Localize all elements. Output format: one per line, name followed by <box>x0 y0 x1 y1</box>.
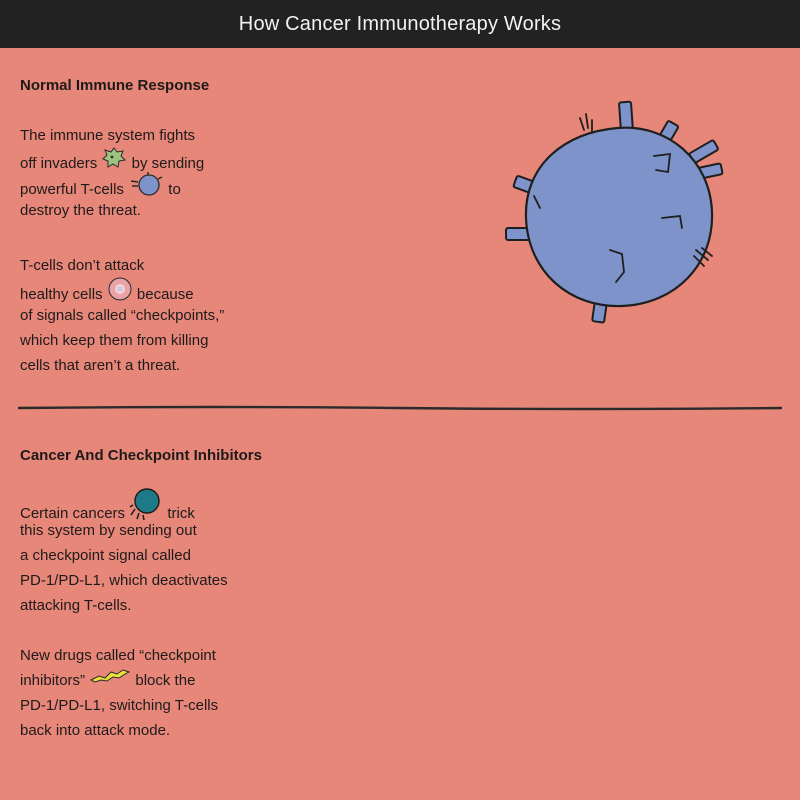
text-fragment: powerful T-cells <box>20 180 124 198</box>
checkpoint-inhibitor-icon <box>89 666 131 692</box>
t-cell-icon <box>128 171 164 205</box>
paragraph-checkpoints <box>20 253 320 378</box>
t-cell-illustration <box>498 100 738 330</box>
text-line: this system by sending out <box>20 522 197 539</box>
text-line <box>20 278 320 303</box>
text-fragment: by sending <box>131 154 205 172</box>
healthy-cell-icon <box>107 276 133 310</box>
text-line: a checkpoint signal called <box>20 547 191 564</box>
text-fragment: healthy cells <box>20 285 103 303</box>
paragraph-immune-system <box>20 123 320 223</box>
text-line <box>20 148 320 173</box>
text-line: The immune system fights <box>20 127 196 144</box>
text-line: PD-1/PD-L1, switching T-cells <box>20 697 219 714</box>
text-fragment: off invaders <box>20 154 98 172</box>
section-title-normal-response: Normal Immune Response <box>20 77 210 94</box>
text-line: attacking T-cells. <box>20 597 132 614</box>
text-line: PD-1/PD-L1, which deactivates <box>20 572 228 589</box>
text-line: T-cells don’t attack <box>20 257 145 274</box>
text-line: destroy the threat. <box>20 202 141 219</box>
text-fragment: to <box>168 180 181 198</box>
text-fragment: trick <box>167 504 195 522</box>
cancer-cell-icon <box>129 491 163 533</box>
paragraph-cancer-trick <box>20 493 320 618</box>
text-fragment: inhibitors” <box>20 672 86 689</box>
text-line <box>20 493 320 522</box>
text-fragment: block the <box>135 672 196 689</box>
text-line: New drugs called “checkpoint <box>20 647 216 664</box>
text-line <box>20 668 320 693</box>
section-title-checkpoint-inhibitors: Cancer And Checkpoint Inhibitors <box>20 447 262 464</box>
paragraph-inhibitors <box>20 643 320 743</box>
text-line: cells that aren’t a threat. <box>20 357 181 374</box>
text-fragment: Certain cancers <box>20 504 126 522</box>
text-line <box>20 173 320 198</box>
section-divider <box>18 404 782 412</box>
text-fragment: because <box>136 285 194 303</box>
text-line: back into attack mode. <box>20 722 171 739</box>
green-invader-icon <box>101 146 127 178</box>
text-line: which keep them from killing <box>20 332 209 349</box>
text-line: of signals called “checkpoints,” <box>20 307 225 324</box>
header-bar <box>0 0 800 48</box>
page-title: How Cancer Immunotherapy Works <box>238 12 562 35</box>
